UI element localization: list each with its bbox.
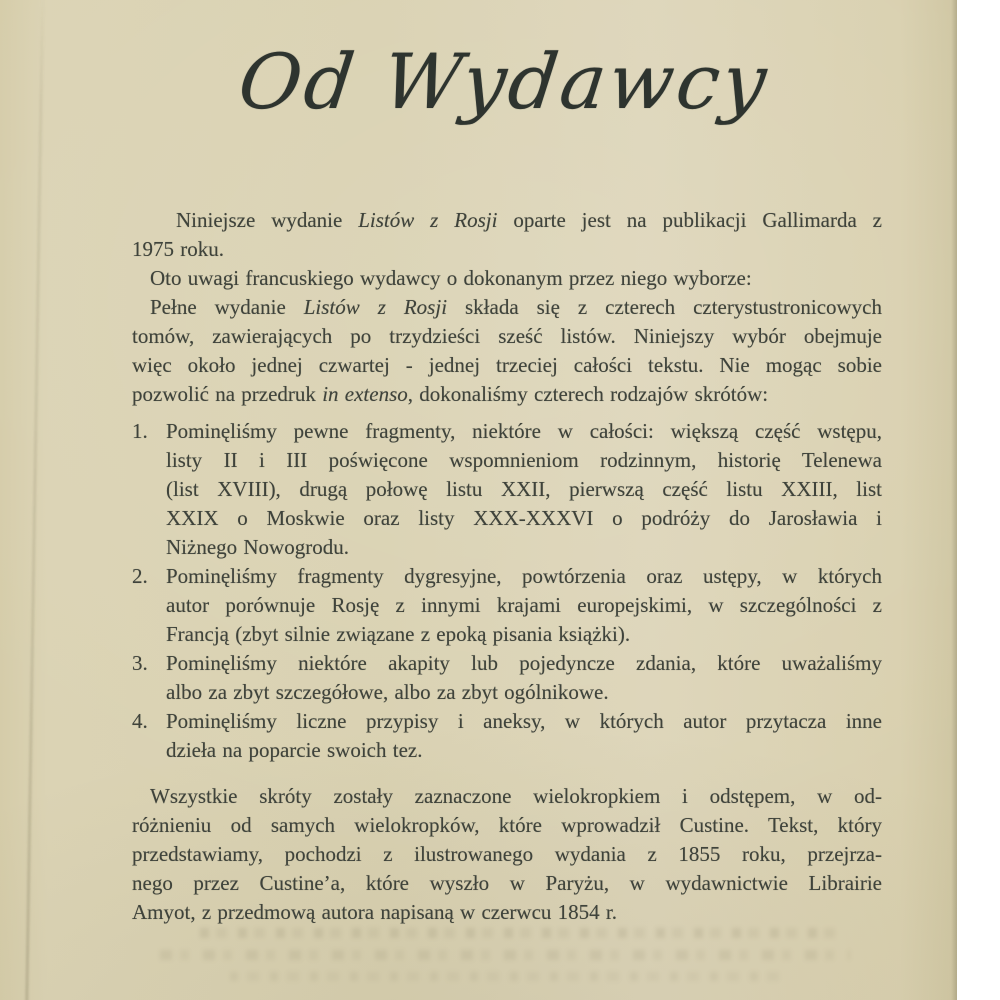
text-line bbox=[166, 620, 882, 649]
text-line bbox=[166, 533, 882, 562]
text-run: Pominęliśmy niektóre akapity lub pojedyncze zdania, które uważaliśmy bbox=[166, 651, 882, 675]
text-run: przedstawiamy, pochodzi z ilustrowanego wydania z 1855 roku, przejrza- bbox=[132, 842, 882, 866]
text-line bbox=[166, 562, 882, 591]
text-line bbox=[166, 475, 882, 504]
text-run: tomów, zawierających po trzydzieści sześć listów. Niniejszy wybór obejmuje bbox=[132, 324, 882, 348]
text-run: różnieniu od samych wielokropków, które wprowadził Custine. Tekst, który bbox=[132, 813, 882, 837]
text-line bbox=[166, 446, 882, 475]
text-run: Pominęliśmy liczne przypisy i aneksy, w których autor przytacza inne bbox=[166, 709, 882, 733]
text-line bbox=[166, 649, 882, 678]
text-line bbox=[132, 869, 882, 898]
text-line bbox=[166, 417, 882, 446]
list-item bbox=[132, 562, 882, 649]
text-run: Pełne wydanie bbox=[150, 295, 304, 319]
paragraph bbox=[132, 206, 882, 264]
paragraph bbox=[132, 264, 882, 293]
text-run: składa się z czterech czterystustronicowych bbox=[447, 295, 883, 319]
page-title: Od Wydawcy bbox=[234, 37, 775, 126]
text-line bbox=[132, 811, 882, 840]
text-line bbox=[166, 678, 882, 707]
paragraph bbox=[132, 293, 882, 409]
text-run: XXIX o Moskwie oraz listy XXX-XXXVI o podróży do Jarosławia i bbox=[166, 506, 882, 530]
text-run: 1975 roku. bbox=[132, 237, 224, 261]
list-number: 4. bbox=[132, 709, 148, 733]
text-line bbox=[166, 707, 882, 736]
text-line bbox=[166, 504, 882, 533]
text-run: nego przez Custine’a, które wyszło w Paryżu, w wydawnictwie Librairie bbox=[132, 871, 882, 895]
text-run: Pominęliśmy pewne fragmenty, niektóre w całości: większą część wstępu, bbox=[166, 419, 882, 443]
text-run: Oto uwagi francuskiego wydawcy o dokonanym przez niego wyborze: bbox=[150, 266, 752, 290]
text-run: pozwolić na przedruk bbox=[132, 382, 323, 406]
text-run: Pominęliśmy fragmenty dygresyjne, powtórzenia oraz ustępy, w których bbox=[166, 564, 882, 588]
page-fold-crease bbox=[25, 0, 44, 1000]
text-line bbox=[132, 264, 882, 293]
text-run: Francją (zbyt silnie związane z epoką pisania książki). bbox=[166, 622, 631, 646]
text-line bbox=[166, 591, 882, 620]
text-line bbox=[166, 736, 882, 765]
list-item bbox=[132, 707, 882, 765]
text-line bbox=[132, 293, 882, 322]
list-item bbox=[132, 649, 882, 707]
page-text bbox=[132, 206, 882, 927]
text-run: listy II i III poświęcone wspomnieniom rodzinnym, historię Telenewa bbox=[166, 448, 882, 472]
text-run: Wszystkie skróty zostały zaznaczone wielokropkiem i odstępem, w od- bbox=[150, 784, 882, 808]
text-line bbox=[132, 898, 882, 927]
text-run: oparte jest na publikacji Gallimarda z bbox=[497, 208, 883, 232]
page-right-edge bbox=[951, 0, 957, 1000]
text-run: autor porównuje Rosję z innymi krajami europejskimi, w szczególności z bbox=[166, 593, 882, 617]
text-line bbox=[132, 235, 882, 264]
italic-text-run: Listów z Rosji bbox=[358, 208, 498, 232]
text-run: (list XVIII), drugą połowę listu XXII, pierwszą część listu XXIII, list bbox=[166, 477, 882, 501]
text-line bbox=[132, 206, 882, 235]
text-run: , dokonaliśmy czterech rodzajów skrótów: bbox=[407, 382, 769, 406]
reverse-side-showthrough bbox=[140, 928, 870, 990]
list-item bbox=[132, 417, 882, 562]
text-line bbox=[132, 840, 882, 869]
text-line bbox=[132, 322, 882, 351]
list-number: 2. bbox=[132, 564, 148, 588]
italic-text-run: Listów z Rosji bbox=[303, 295, 448, 319]
paragraph bbox=[132, 782, 882, 927]
text-run: Amyot, z przedmową autora napisaną w czerwcu 1854 r. bbox=[132, 900, 617, 924]
text-line bbox=[132, 380, 882, 409]
text-run: więc około jednej czwartej - jednej trzeciej całości tekstu. Nie mogąc sobie bbox=[132, 353, 882, 377]
text-run: dzieła na poparcie swoich tez. bbox=[166, 738, 423, 762]
text-run: albo za zbyt szczegółowe, albo za zbyt ogólnikowe. bbox=[166, 680, 609, 704]
italic-text-run: in extenso bbox=[322, 382, 408, 406]
text-line bbox=[132, 782, 882, 811]
text-run: Niniejsze wydanie bbox=[176, 208, 359, 232]
text-run: Niżnego Nowogrodu. bbox=[166, 535, 349, 559]
list-number: 1. bbox=[132, 419, 148, 443]
text-line bbox=[132, 351, 882, 380]
list-number: 3. bbox=[132, 651, 148, 675]
